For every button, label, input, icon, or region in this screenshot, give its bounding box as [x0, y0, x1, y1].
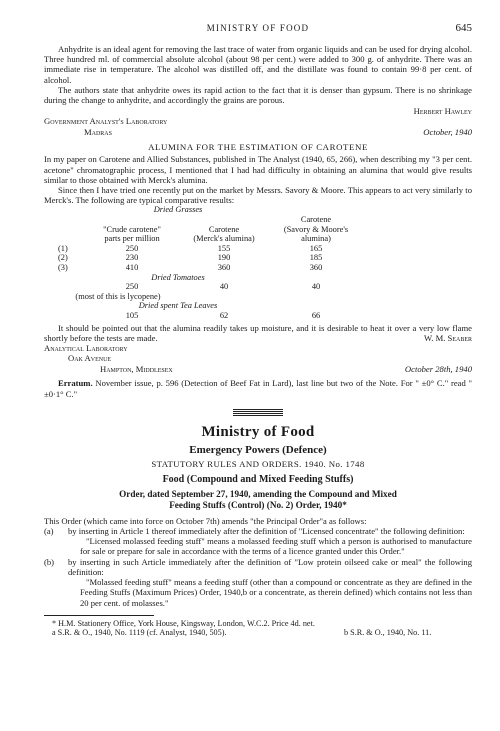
header-crude-1: "Crude carotene" [103, 224, 161, 234]
order-intro: This Order (which came into force on October 7th) amends "the Principal Order"a as follows: [44, 515, 367, 526]
anhydrite-lab-row [44, 116, 472, 127]
table-row [58, 205, 362, 215]
cell-merck: 62 [219, 310, 229, 320]
anhydrite-place: Madras [84, 126, 112, 137]
table-row [58, 225, 362, 235]
carotene-place: Hampton, Middlesex [100, 363, 173, 374]
cell-merck: 360 [217, 263, 231, 272]
table-row [58, 282, 362, 292]
footnote-rule [44, 615, 154, 616]
tomato-note: (most of this is lycopene) [75, 291, 161, 301]
cell-merck: 40 [219, 282, 229, 292]
table-row [58, 301, 362, 311]
erratum-paragraph [44, 378, 472, 398]
footnote-b: b S.R. & O., 1940, No. 11. [344, 628, 432, 638]
page-number: 645 [455, 22, 472, 34]
cell-savory: 360 [309, 263, 323, 272]
item-a-label: (a) [44, 526, 54, 537]
carotene-paragraph-3-text: It should be pointed out that the alumina readily takes up moisture, and it is desirable to heat it over a very low flame shortly before the tests are made. [44, 322, 472, 343]
order-title [44, 489, 472, 511]
row-label: (2) [58, 253, 68, 263]
header-crude-2: parts per million [104, 234, 160, 244]
erratum-text: November issue, p. 596 (Detection of Beef Fat in Lard), last line but two of the Note. For " ±0° C." read " ±0·1° C." [44, 378, 472, 399]
row-label: (3) [58, 263, 68, 272]
section-divider [233, 409, 283, 416]
carotene-street: Oak Avenue [68, 353, 112, 364]
table-row [58, 244, 362, 254]
quote-b: "Molassed feeding stuff" means a feeding stuff (other than a compound or concentrate as they are defined in the Feeding Stuffs (Maximum Prices) Order, 1940,b or a concentrate, as therein defined) which contains not less than 20 per cent. of molasses." [80, 577, 472, 608]
carotene-section-title: ALUMINA FOR THE ESTIMATION OF CAROTENE [148, 142, 368, 153]
order-title-line-1: Order, dated September 27, 1940, amending the Compound and Mixed [119, 488, 397, 499]
carotene-lab: Analytical Laboratory [44, 342, 128, 353]
table-row [58, 292, 362, 302]
cell-savory: 185 [309, 253, 323, 263]
cell-crude: 250 [125, 282, 139, 292]
row-label: (1) [58, 243, 68, 253]
anhydrite-place-row [44, 127, 472, 138]
anhydrite-paragraph-1: Anhydrite is an ideal agent for removing the last trace of water from organic liquids and can be used for drying alcohol. Three hundred ml. of commercial absolute alcohol (about 98 per cent.) were added to 300 g. of anhydrite. There was an immediate rise in temperature. The alcohol was distilled off, and the distillate was found to contain 99·8 per cent. of alcohol. [44, 44, 472, 85]
carotene-street-row [44, 353, 472, 364]
anhydrite-lab: Government Analyst's Laboratory [44, 116, 168, 127]
carotene-paragraph-1: In my paper on Carotene and Allied Substances, published in The Analyst (1940, 65, 266), when describing my "3 per cent. acetone" chromatographic process, I mentioned that I had had difficulty in obtaining an alumina that would give results similar to those obtained with Merck's alumina. [44, 154, 472, 185]
order-item-b [44, 557, 472, 577]
order-item-a [44, 526, 472, 536]
carotene-lab-row [44, 343, 472, 354]
footnote-star: * H.M. Stationery Office, York House, Kingsway, London, W.C.2. Price 4d. net. [52, 618, 315, 628]
erratum-label: Erratum. [58, 378, 93, 389]
cell-crude: 410 [125, 263, 139, 272]
ministry-subtitle: Emergency Powers (Defence) [189, 443, 327, 456]
anhydrite-paragraph-2: The authors state that anhydrite owes its rapid action to the fact that it is denser than gypsum. There is no shrinkage during the change to anhydrite, and accordingly the grains are porous. [44, 84, 472, 106]
item-a-text: by inserting in Article 1 thereof immediately after the definition of "Licensed concentrate" the following definition: [68, 526, 465, 537]
header-merck-2: (Merck's alumina) [193, 234, 255, 244]
grasses-title: Dried Grasses [153, 205, 203, 215]
table-row [58, 234, 362, 244]
tomatoes-title: Dried Tomatoes [151, 272, 205, 282]
header-merck-1: Carotene [208, 224, 240, 234]
carotene-author: W. M. Seaber [423, 332, 472, 343]
header-savory-1: (Savory & Moore's [283, 224, 349, 234]
carotene-paragraph-3 [44, 323, 472, 343]
cell-merck: 155 [217, 243, 231, 253]
table-row [58, 273, 362, 283]
header-savory-0: Carotene [300, 215, 332, 225]
carotene-paragraph-2: Since then I have tried one recently put on the market by Messrs. Savory & Moore. This appears to act very similarly to Merck's. The following are typical comparative results: [44, 185, 472, 206]
table-row [58, 253, 362, 263]
table-row [58, 215, 362, 225]
footnote-a: a S.R. & O., 1940, No. 1119 (cf. Analyst, 1940, 505). [52, 628, 227, 638]
cell-merck: 190 [217, 253, 231, 263]
cell-savory: 165 [309, 243, 323, 253]
quote-a: "Licensed molassed feeding stuff" means a molassed feeding stuff which a person is authorised to manufacture for sale or prepare for sale in accordance with the terms of a licence granted under this Order." [80, 536, 472, 557]
footnote-row [44, 628, 472, 638]
running-header [44, 23, 472, 37]
table-row [58, 263, 362, 273]
header-savory-2: alumina) [301, 234, 331, 244]
cell-crude: 230 [125, 253, 139, 263]
running-title: MINISTRY OF FOOD [206, 23, 310, 33]
cell-crude: 105 [125, 310, 139, 320]
cell-savory: 40 [311, 282, 321, 292]
carotene-results-table [58, 205, 362, 320]
anhydrite-date: October, 1940 [423, 126, 472, 137]
item-b-text: by inserting in such Article immediately after the definition of "Low protein oilseed cake or meal" the following definition: [68, 556, 472, 577]
order-title-line-2: Feeding Stuffs (Control) (No. 2) Order, 1940* [169, 499, 347, 510]
statutory-line: STATUTORY RULES AND ORDERS. 1940. No. 1748 [151, 458, 365, 469]
anhydrite-author: Herbert Hawley [413, 106, 472, 117]
article-body [44, 44, 472, 638]
food-title: Food (Compound and Mixed Feeding Stuffs) [162, 473, 354, 485]
cell-savory: 66 [311, 310, 321, 320]
tea-title: Dried spent Tea Leaves [138, 301, 218, 311]
table-row [58, 311, 362, 321]
item-b-label: (b) [44, 556, 55, 567]
carotene-date: October 28th, 1940 [404, 363, 472, 374]
ministry-title: Ministry of Food [201, 423, 315, 440]
carotene-place-row [44, 364, 472, 375]
cell-crude: 250 [125, 243, 139, 253]
